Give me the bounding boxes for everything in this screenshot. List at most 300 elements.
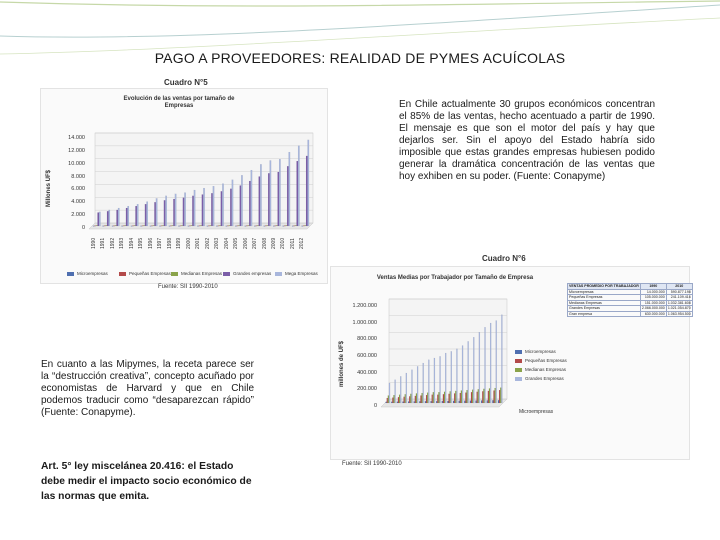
legend-item-medianas-empresas [515, 367, 566, 372]
bar-pequenas-empresas-1990 [94, 226, 96, 227]
bar-medianas-empresas-2005 [472, 390, 473, 403]
table-cell: Gran empresa [568, 311, 641, 317]
table-cell: 630.000.000 [640, 311, 666, 317]
bar-mega-empresas-1991 [108, 210, 110, 226]
bar-medianas-empresas-2004 [229, 225, 231, 226]
x-tick-label: 1991 [100, 237, 107, 249]
bar-microempresas-1997 [159, 226, 161, 227]
bar-grandes-empresas-1998 [173, 199, 175, 226]
bar-medianas-empresas-1999 [438, 392, 439, 403]
legend-swatch [515, 350, 522, 354]
bar-microempresas-1998 [169, 226, 171, 227]
table-cell: 1.021.054.870 [667, 306, 691, 311]
bar-pequenas-empresas-1997 [426, 395, 427, 403]
x-tick-label: 2005 [233, 237, 240, 249]
bar-pequenas-empresas-1991 [392, 398, 393, 403]
bar-pequenas-empresas-2000 [443, 394, 444, 403]
paragraph-concentration: En Chile actualmente 30 grupos económicos concentran el 85% de las ventas, hecho acentuado a partir de 1990. El mensaje es que son el motor del país y hay que dejarlos ser. Sin el apoyo del Estado habría sido imposible que estas grandes empresas hubiesen podido generar la dramática concentración de las ventas que hoy exhiben en su poder. (Fuente: Conapyme) [399, 99, 655, 182]
bar-pequenas-empresas-2007 [256, 226, 258, 227]
bar-pequenas-empresas-1997 [161, 226, 163, 227]
bar-medianas-empresas-2006 [248, 225, 250, 226]
bar-medianas-empresas-2009 [276, 225, 278, 226]
bar-grandes-empresas-2009 [496, 321, 497, 404]
bar-medianas-empresas-1991 [393, 395, 394, 403]
bar-pequenas-empresas-2004 [227, 226, 229, 227]
bar-mega-empresas-2005 [241, 175, 243, 226]
bar-grandes-empresas-2006 [479, 332, 480, 403]
bar-grandes-empresas-1991 [395, 380, 396, 403]
bar-pequenas-empresas-2002 [454, 393, 455, 403]
bar-medianas-empresas-2011 [295, 225, 297, 226]
figure-1-source: Fuente: SII 1990-2010 [158, 284, 218, 290]
x-tick-label: 1994 [128, 237, 135, 249]
bar-mega-empresas-2012 [308, 140, 310, 226]
bar-pequenas-empresas-1998 [432, 395, 433, 403]
x-tick-label: 1997 [157, 237, 164, 249]
table-row [568, 311, 693, 317]
x-tick-label: 2010 [280, 237, 287, 249]
bar-microempresas-2010 [498, 400, 499, 403]
bar-medianas-empresas-1994 [134, 225, 136, 226]
x-tick-label: 2004 [223, 237, 230, 249]
y-tick-label: 200.000 [357, 386, 377, 393]
bar-grandes-empresas-1999 [440, 356, 441, 403]
table-cell: Medianas Empresas [568, 300, 641, 306]
chart-panel-2 [330, 266, 690, 460]
bar-pequenas-empresas-2006 [477, 392, 478, 403]
table-cell: 151.000.000 [640, 300, 666, 306]
bar-microempresas-1990 [386, 402, 387, 403]
bar-pequenas-empresas-2006 [246, 226, 248, 227]
bar-medianas-empresas-1994 [410, 394, 411, 403]
legend-swatch [119, 272, 126, 276]
bar-mega-empresas-1996 [156, 198, 158, 226]
table-cell: 105.000.000 [640, 295, 666, 301]
bar-microempresas-2009 [273, 226, 275, 227]
bar-medianas-empresas-2007 [483, 389, 484, 403]
bar-medianas-empresas-1998 [172, 225, 174, 226]
bar-microempresas-2010 [283, 226, 285, 227]
bar-pequenas-empresas-2010 [499, 390, 500, 403]
bar-pequenas-empresas-2005 [471, 392, 472, 403]
bar-medianas-empresas-1990 [388, 396, 389, 404]
sales-per-worker-table [567, 283, 693, 317]
bar-medianas-empresas-1997 [162, 225, 164, 226]
y-tick-label: 0 [81, 225, 85, 231]
bar-grandes-empresas-2001 [202, 195, 204, 227]
bar-microempresas-2005 [235, 226, 237, 227]
bar-grandes-empresas-1996 [423, 363, 424, 403]
table-cell: 1.063.954.500 [667, 311, 691, 316]
bar-microempresas-1990 [93, 226, 95, 227]
x-tick-label: 1999 [176, 237, 183, 249]
bar-mega-empresas-2008 [270, 160, 272, 226]
y-tick-label: 2.000 [71, 212, 85, 219]
bar-microempresas-1999 [436, 401, 437, 403]
bar-grandes-empresas-1997 [428, 360, 429, 403]
bar-mega-empresas-2000 [194, 190, 196, 226]
bar-medianas-empresas-2001 [450, 391, 451, 403]
bar-pequenas-empresas-1994 [409, 396, 410, 403]
bar-pequenas-empresas-2009 [493, 391, 494, 404]
x-tick-label: 2008 [261, 237, 268, 249]
bar-grandes-empresas-2010 [287, 166, 289, 226]
bar-grandes-empresas-2000 [445, 353, 446, 403]
bar-medianas-empresas-2000 [444, 392, 445, 403]
bar-microempresas-1994 [408, 402, 409, 404]
bar-medianas-empresas-2010 [286, 225, 288, 226]
bar-medianas-empresas-1997 [427, 393, 428, 403]
x-tick-label: 1995 [138, 237, 145, 249]
bar-microempresas-2009 [492, 400, 493, 403]
bar-microempresas-1996 [419, 401, 420, 403]
bar-microempresas-1991 [391, 402, 392, 403]
bar-mega-empresas-2002 [213, 186, 215, 226]
bar-pequenas-empresas-1992 [398, 397, 399, 403]
bar-grandes-empresas-1990 [389, 383, 390, 403]
bar-mega-empresas-1992 [118, 208, 120, 226]
y-tick-label: 600.000 [357, 353, 377, 359]
x-tick-label: 1990 [90, 237, 97, 249]
bar-grandes-empresas-2010 [501, 315, 502, 403]
bar-microempresas-2011 [292, 226, 294, 227]
chart-2-title: Ventas Medias por Trabajador por Tamaño de Empresa [376, 275, 534, 281]
bar-grandes-empresas-1994 [411, 370, 412, 403]
legend-item-microempresas [67, 271, 108, 276]
x-tick-label: 2001 [195, 237, 202, 249]
bar-pequenas-empresas-1993 [123, 226, 125, 227]
paragraph-mipymes: En cuanto a las Mipymes, la receta parece ser la “destrucción creativa”, concepto acuñado por economistas de Harvard y que en Chile podemos traducir como “desaparezcan rápido” (Fuente: Conapyme). [41, 359, 254, 418]
chart-panel-1 [40, 88, 328, 284]
table-cell: 590.877.198 [666, 289, 692, 295]
bar-microempresas-1991 [102, 226, 104, 227]
bar-grandes-empresas-1999 [183, 198, 185, 226]
bar-pequenas-empresas-2005 [237, 226, 239, 227]
y-tick-label: 0 [373, 403, 377, 409]
chart-2-ylabel: millones de UF$ [339, 340, 345, 387]
chart-1-ylabel: Millones UF$ [46, 169, 52, 207]
bar-medianas-empresas-2002 [455, 391, 456, 403]
figure-1-caption: Cuadro N°5 [164, 78, 208, 87]
legend-item-pequenas-empresas [515, 358, 567, 363]
bar-mega-empresas-1990 [99, 212, 101, 226]
y-tick-label: 1.200.000 [352, 303, 377, 309]
bar-microempresas-1996 [150, 226, 152, 227]
chart-1-title: Evolución de las ventas por tamaño de Empresas [123, 96, 235, 109]
bar-medianas-empresas-2001 [200, 225, 202, 226]
bar-grandes-empresas-1995 [145, 204, 147, 226]
legend-swatch [515, 368, 522, 372]
bar-medianas-empresas-1998 [433, 392, 434, 403]
x-tick-label: 2009 [270, 237, 277, 249]
bar-medianas-empresas-1992 [399, 395, 400, 403]
bar-grandes-empresas-2001 [451, 351, 452, 403]
legend-swatch [275, 272, 282, 276]
bar-medianas-empresas-2000 [191, 225, 193, 226]
x-tick-label: 2003 [214, 237, 221, 249]
bar-pequenas-empresas-1996 [420, 396, 421, 404]
bar-mega-empresas-1995 [146, 202, 148, 226]
bar-microempresas-2003 [459, 401, 460, 403]
bar-mega-empresas-1998 [175, 194, 177, 226]
bar-pequenas-empresas-2011 [294, 226, 296, 227]
bar-grandes-empresas-1997 [164, 200, 166, 226]
bar-microempresas-2001 [447, 401, 448, 403]
bar-pequenas-empresas-1994 [132, 226, 134, 227]
bar-microempresas-1999 [178, 226, 180, 227]
bar-microempresas-2008 [264, 226, 266, 227]
bar-grandes-empresas-2008 [268, 173, 270, 226]
bar-pequenas-empresas-1991 [104, 226, 106, 227]
table-cell: 241.109.416 [666, 295, 692, 301]
bar-grandes-empresas-2003 [462, 346, 463, 404]
bar-grandes-empresas-2007 [259, 177, 261, 227]
figure-sales-evolution [40, 78, 328, 300]
figure-2-source: Fuente: SII 1990-2010 [342, 461, 402, 467]
legend-item-mega-empresas [275, 271, 318, 276]
bar-pequenas-empresas-1992 [113, 226, 115, 227]
bar-medianas-empresas-1999 [181, 225, 183, 226]
y-tick-label: 4.000 [71, 199, 85, 206]
y-tick-label: 1.000.000 [352, 319, 377, 326]
bar-microempresas-2004 [226, 226, 228, 227]
bar-pequenas-empresas-1993 [404, 397, 405, 403]
bar-pequenas-empresas-2003 [218, 226, 220, 227]
legend-swatch [171, 272, 178, 276]
bar-medianas-empresas-2006 [478, 389, 479, 403]
bar-microempresas-2008 [487, 400, 488, 403]
bar-grandes-empresas-1995 [417, 366, 418, 403]
bar-microempresas-1995 [140, 226, 142, 227]
legend-item-microempresas [515, 349, 556, 354]
x-tick-label: 2007 [252, 237, 259, 249]
bar-pequenas-empresas-1990 [387, 398, 388, 403]
bar-medianas-empresas-1996 [153, 225, 155, 226]
bar-mega-empresas-2003 [222, 184, 224, 226]
legend-label: Mega Empresas [285, 271, 318, 276]
figure-2-caption: Cuadro N°6 [482, 254, 526, 263]
bar-grandes-empresas-1993 [126, 208, 128, 226]
bar-grandes-empresas-2007 [484, 327, 485, 403]
bar-medianas-empresas-2004 [466, 390, 467, 403]
bar-microempresas-2001 [197, 226, 199, 227]
legend-label: Microempresas [525, 349, 556, 354]
bar-medianas-empresas-2009 [495, 388, 496, 403]
bar-mega-empresas-1999 [184, 193, 186, 226]
bar-pequenas-empresas-1998 [170, 226, 172, 227]
bar-pequenas-empresas-2003 [460, 393, 461, 403]
slide-title: PAGO A PROVEEDORES: REALIDAD DE PYMES ACUÍCOLAS [154, 50, 566, 66]
bar-grandes-empresas-1998 [434, 358, 435, 403]
bar-grandes-empresas-1991 [107, 211, 109, 226]
bar-mega-empresas-2006 [251, 170, 253, 226]
bar-microempresas-2006 [245, 226, 247, 227]
bar-pequenas-empresas-2000 [189, 226, 191, 227]
bar-medianas-empresas-2008 [489, 388, 490, 403]
bar-grandes-empresas-2002 [211, 193, 213, 226]
bar-medianas-empresas-2007 [257, 225, 259, 226]
bar-microempresas-2006 [475, 401, 476, 403]
bar-medianas-empresas-2008 [267, 225, 269, 226]
bar-medianas-empresas-2010 [500, 388, 501, 403]
bar-microempresas-1997 [425, 401, 426, 403]
bar-grandes-empresas-2009 [278, 172, 280, 226]
bar-mega-empresas-1993 [127, 206, 129, 226]
table-header-cell: 1990 [640, 284, 666, 290]
y-tick-label: 400.000 [357, 369, 377, 376]
y-tick-label: 800.000 [357, 336, 377, 343]
bar-medianas-empresas-2012 [305, 225, 307, 226]
legend-swatch [515, 377, 522, 381]
table-cell: Pequeñas Empresas [568, 295, 641, 301]
bar-mega-empresas-2007 [260, 164, 262, 226]
bar-mega-empresas-1994 [137, 204, 139, 226]
bar-microempresas-2007 [254, 226, 256, 227]
bar-microempresas-2002 [453, 401, 454, 403]
bar-pequenas-empresas-1996 [151, 226, 153, 227]
bar-microempresas-1992 [397, 402, 398, 403]
bar-pequenas-empresas-2001 [448, 394, 449, 403]
bar-pequenas-empresas-1995 [142, 226, 144, 227]
legend-label: Grandes Empresas [525, 376, 564, 381]
bar-microempresas-2004 [464, 401, 465, 403]
bar-medianas-empresas-1995 [143, 225, 145, 226]
bar-mega-empresas-2004 [232, 180, 234, 226]
bar-grandes-empresas-2005 [240, 186, 242, 227]
table-cell: 1.032.381.608 [667, 300, 691, 305]
bar-mega-empresas-2010 [289, 152, 291, 226]
bar-medianas-empresas-1993 [124, 225, 126, 226]
x-tick-label: 1992 [109, 237, 116, 249]
bar-pequenas-empresas-1999 [437, 395, 438, 403]
y-tick-label: 12.000 [68, 147, 85, 154]
table-header-cell: 2010 [666, 284, 692, 290]
legend-label: Pequeñas Empresas [129, 271, 171, 276]
table-cell: Microempresas [568, 289, 641, 295]
bar-pequenas-empresas-2009 [275, 226, 277, 227]
bar-grandes-empresas-1992 [400, 376, 401, 403]
bar-grandes-empresas-2012 [306, 156, 308, 226]
legend-label: Microempresas [77, 271, 108, 276]
legend-swatch [515, 359, 522, 363]
bar-pequenas-empresas-2008 [265, 226, 267, 227]
bar-medianas-empresas-1996 [422, 393, 423, 403]
paragraph-law-article: Art. 5° ley miscelánea 20.416: el Estado debe medir el impacto socio económico de las normas que emita. [41, 461, 252, 502]
table-header-cell: VENTAS PROMEDIO POR TRABAJADOR [569, 284, 639, 289]
bar-microempresas-2000 [442, 401, 443, 403]
bar-grandes-empresas-1994 [135, 206, 137, 226]
bar-microempresas-1993 [121, 226, 123, 227]
bar-microempresas-1995 [414, 401, 415, 403]
table-cell: 14.000.000 [640, 289, 666, 295]
bar-grandes-empresas-2008 [490, 323, 491, 403]
legend-label: Medianas Empresas [181, 271, 223, 276]
bar-medianas-empresas-2005 [238, 225, 240, 226]
bar-mega-empresas-2001 [203, 188, 205, 226]
chart-1-plot [41, 89, 329, 285]
x-tick-label: 2000 [185, 237, 192, 249]
bar-medianas-empresas-1992 [115, 225, 117, 226]
bar-microempresas-1994 [131, 226, 133, 227]
bar-grandes-empresas-1996 [154, 202, 156, 226]
bar-medianas-empresas-2002 [210, 225, 212, 226]
bar-grandes-empresas-2011 [297, 161, 299, 226]
bar-grandes-empresas-2003 [221, 191, 223, 226]
bar-microempresas-2002 [207, 226, 209, 227]
bar-pequenas-empresas-2012 [303, 226, 305, 227]
bar-grandes-empresas-1990 [97, 213, 99, 227]
x-tick-label: 1996 [147, 237, 154, 249]
bar-pequenas-empresas-2001 [199, 226, 201, 227]
legend-swatch [223, 272, 230, 276]
bar-medianas-empresas-1993 [405, 394, 406, 403]
legend-label: Medianas Empresas [525, 367, 567, 372]
bar-pequenas-empresas-1999 [180, 226, 182, 227]
x-tick-label: 2012 [299, 237, 306, 249]
y-tick-label: 10.000 [68, 160, 85, 167]
y-tick-label: 8.000 [71, 173, 85, 180]
table-cell: 2.066.000.000 [641, 306, 665, 311]
x-tick-label: 2006 [242, 237, 249, 249]
legend-label: Grandes empresas [233, 271, 272, 276]
bar-medianas-empresas-1995 [416, 393, 417, 403]
legend-item-medianas-empresas [171, 271, 222, 276]
legend-item-grandes-empresas [515, 376, 564, 381]
bar-microempresas-2005 [470, 401, 471, 403]
bar-grandes-empresas-1993 [406, 373, 407, 403]
bar-grandes-empresas-2002 [456, 349, 457, 403]
bar-grandes-empresas-2004 [230, 189, 232, 226]
bar-medianas-empresas-1991 [105, 225, 107, 226]
bar-pequenas-empresas-2007 [482, 391, 483, 403]
bar-pequenas-empresas-2002 [208, 226, 210, 227]
bar-mega-empresas-1997 [165, 196, 167, 226]
bar-pequenas-empresas-1995 [415, 396, 416, 403]
legend-label: Pequeñas Empresas [525, 358, 567, 363]
bar-medianas-empresas-2003 [461, 391, 462, 404]
bar-microempresas-1998 [431, 401, 432, 403]
bar-grandes-empresas-2004 [468, 341, 469, 403]
x-tick-label: 1998 [166, 237, 173, 249]
x-tick-label: 2011 [289, 238, 296, 249]
bar-pequenas-empresas-2004 [465, 393, 466, 403]
bar-pequenas-empresas-2010 [284, 226, 286, 227]
bar-medianas-empresas-1990 [96, 225, 98, 226]
legend-item-pequenas-empresas [119, 271, 171, 276]
y-tick-label: 6.000 [71, 186, 85, 193]
bar-microempresas-1992 [112, 226, 114, 227]
chart-2-x-annotation: Microempresas [519, 409, 554, 415]
bar-mega-empresas-2011 [298, 146, 300, 226]
x-tick-label: 2002 [204, 237, 211, 249]
legend-swatch [67, 272, 74, 276]
bar-grandes-empresas-2000 [192, 196, 194, 226]
bar-grandes-empresas-2005 [473, 337, 474, 403]
legend-item-grandes-empresas [223, 271, 271, 276]
bar-grandes-empresas-2006 [249, 181, 251, 226]
bar-medianas-empresas-2003 [219, 225, 221, 226]
bar-pequenas-empresas-2008 [488, 391, 489, 403]
bar-grandes-empresas-1992 [116, 210, 118, 226]
bar-microempresas-2007 [481, 401, 482, 404]
bar-microempresas-2000 [188, 226, 190, 227]
chart-2-plot [331, 267, 567, 461]
figure-sales-per-worker [330, 252, 690, 472]
bar-microempresas-2003 [216, 226, 218, 227]
table-cell: Grandes Empresas [568, 306, 641, 312]
bar-mega-empresas-2009 [279, 159, 281, 226]
y-tick-label: 14.000 [68, 135, 85, 141]
